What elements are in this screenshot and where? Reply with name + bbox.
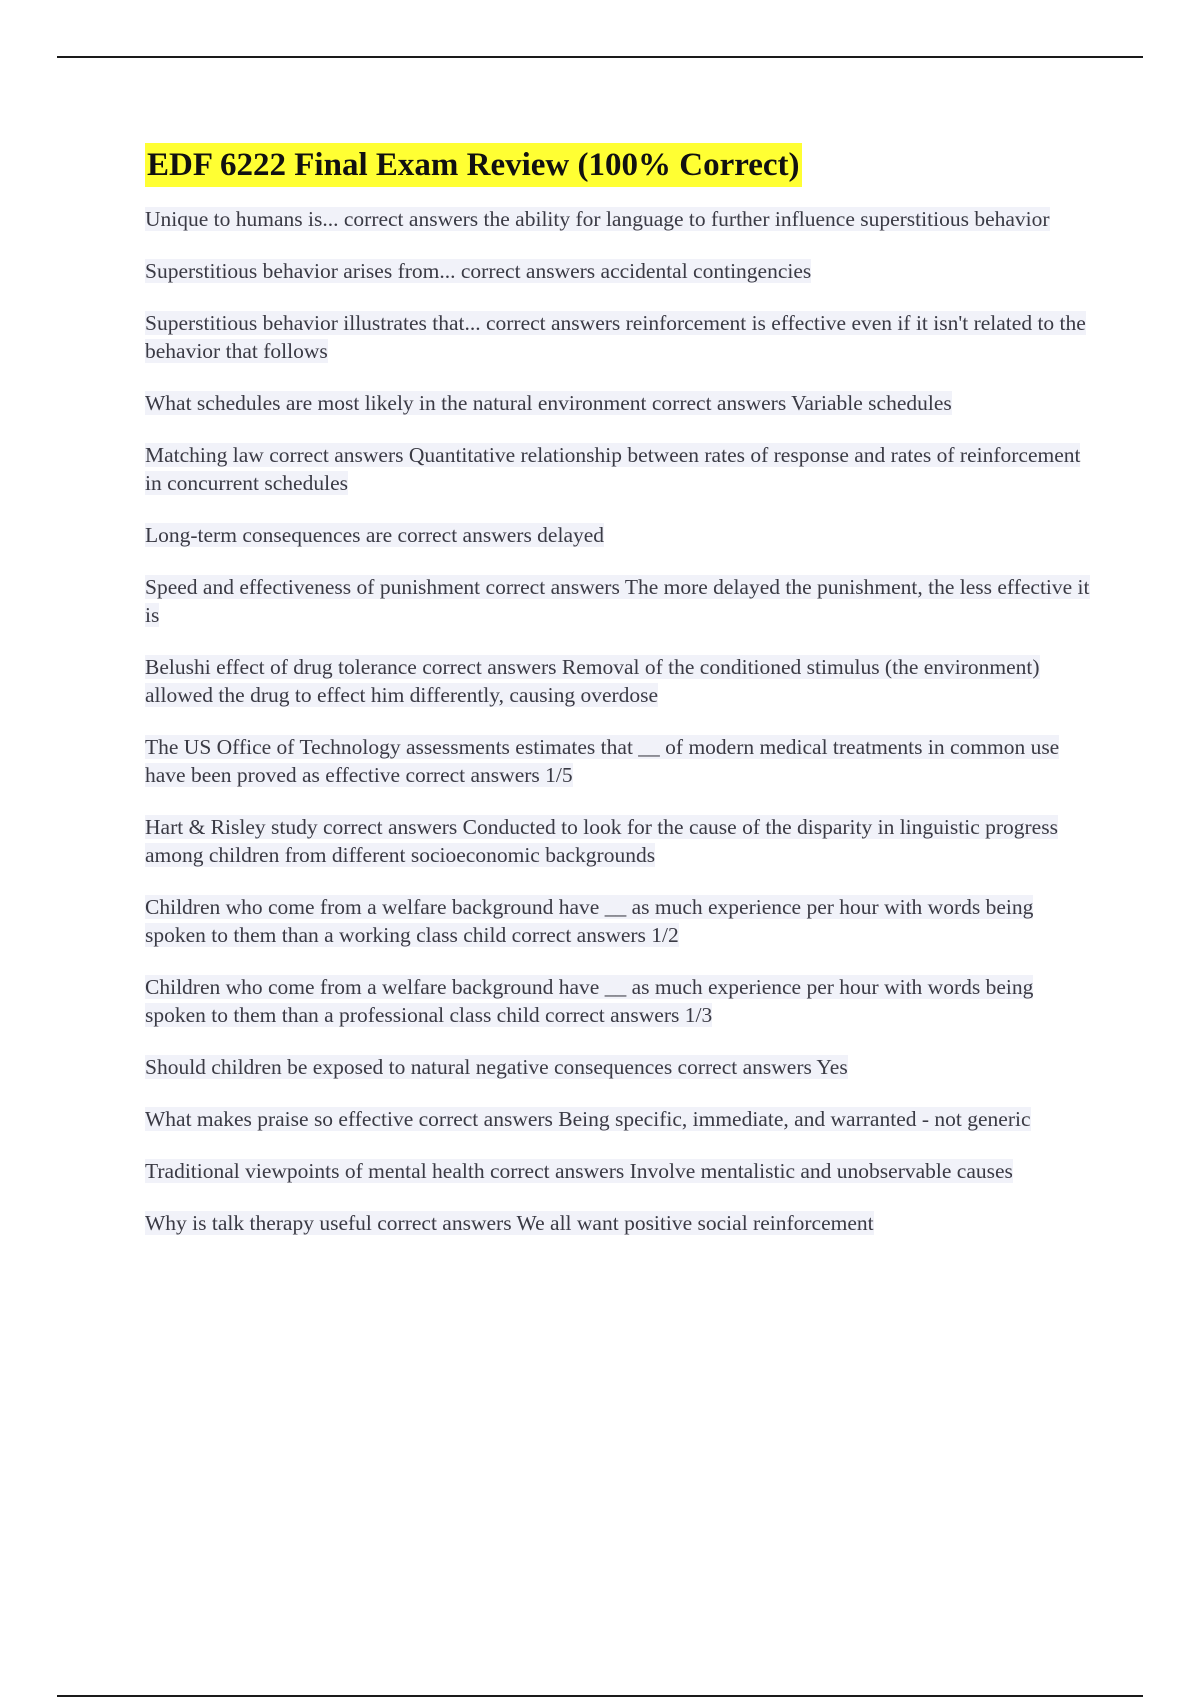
qa-entry [145,973,1095,1029]
qa-entry [145,389,1095,417]
qa-text: Children who come from a welfare background have __ as much experience per hour with words being spoken to them than a working class child correct answers 1/2 [145,895,1034,947]
qa-entry [145,573,1095,629]
qa-entry [145,1105,1095,1133]
qa-text: Hart & Risley study correct answers Conducted to look for the cause of the disparity in linguistic progress among children from different socioeconomic backgrounds [145,815,1058,867]
qa-entry [145,309,1095,365]
qa-entry [145,893,1095,949]
qa-entry [145,205,1095,233]
qa-text: Superstitious behavior arises from... correct answers accidental contingencies [145,259,812,283]
qa-text: Should children be exposed to natural negative consequences correct answers Yes [145,1055,848,1079]
qa-text: Long-term consequences are correct answers delayed [145,523,605,547]
qa-entry [145,813,1095,869]
qa-text: Traditional viewpoints of mental health correct answers Involve mentalistic and unobservable causes [145,1159,1013,1183]
qa-entry [145,1209,1095,1237]
qa-text: What schedules are most likely in the natural environment correct answers Variable schedules [145,391,952,415]
qa-text: What makes praise so effective correct answers Being specific, immediate, and warranted - not generic [145,1107,1031,1131]
document-title: EDF 6222 Final Exam Review (100% Correct) [145,143,802,187]
qa-text: Belushi effect of drug tolerance correct answers Removal of the conditioned stimulus (the environment) allowed the drug to effect him differently, causing overdose [145,655,1040,707]
document-body [145,143,1095,1261]
qa-entry [145,441,1095,497]
qa-entry [145,521,1095,549]
qa-text: The US Office of Technology assessments estimates that __ of modern medical treatments in common use have been proved as effective correct answers 1/5 [145,735,1060,787]
qa-text: Children who come from a welfare background have __ as much experience per hour with words being spoken to them than a professional class child correct answers 1/3 [145,975,1034,1027]
qa-entry [145,1053,1095,1081]
footer-rule [57,1695,1143,1697]
qa-list [145,205,1095,1237]
qa-text: Superstitious behavior illustrates that... correct answers reinforcement is effective even if it isn't related to the behavior that follows [145,311,1086,363]
qa-text: Matching law correct answers Quantitative relationship between rates of response and rates of reinforcement in concurrent schedules [145,443,1081,495]
qa-entry [145,257,1095,285]
qa-entry [145,733,1095,789]
qa-text: Unique to humans is... correct answers the ability for language to further influence superstitious behavior [145,207,1050,231]
qa-text: Speed and effectiveness of punishment correct answers The more delayed the punishment, the less effective it is [145,575,1090,627]
qa-text: Why is talk therapy useful correct answers We all want positive social reinforcement [145,1211,874,1235]
qa-entry [145,653,1095,709]
qa-entry [145,1157,1095,1185]
header-rule [57,56,1143,58]
